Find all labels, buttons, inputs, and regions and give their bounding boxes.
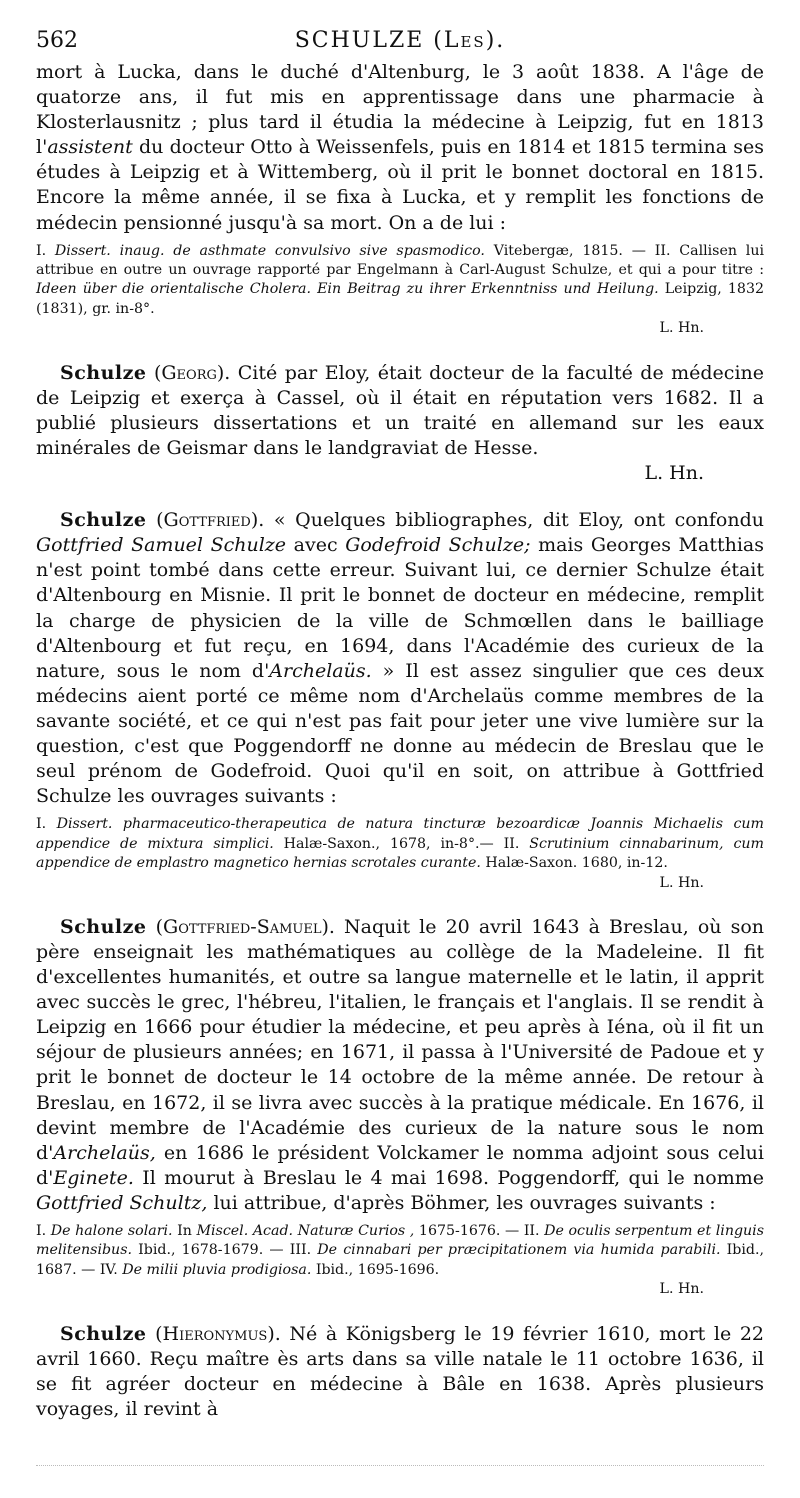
entry2-headword: Schulze <box>60 361 147 384</box>
running-head <box>36 28 764 53</box>
entry2-given-post: ). <box>216 361 231 384</box>
entry4-paragraph <box>36 915 764 1216</box>
entry4-i1: Archelaüs, <box>53 1141 156 1164</box>
entry4-fn-k: Ibid., 1695-1696. <box>311 1261 440 1278</box>
entry1-fn-c: Vitebergæ, 1815. — II. Callisen lui attribue en outre un ouvrage rapporté par Engelmann à Carl-August Schulze, et qui a pour titre : <box>36 242 765 279</box>
entry2-text: Cité par Eloy, était docteur de la faculté de médecine de Leipzig et exerça à Cassel, où il était en réputation vers 1682. Il a publié plusieurs dissertations et un traité en allemand sur les eaux minérales de Geismar dans le landgraviat de Hesse. <box>36 361 764 459</box>
entry1-works <box>36 242 764 339</box>
entry3-i2: Godefroid Schulze; <box>345 534 531 557</box>
page-body <box>36 60 764 1422</box>
entry-schulze-hieronymus <box>36 1322 764 1422</box>
entry3-i1: Gottfried Samuel Schulze <box>36 534 287 557</box>
entry1-text: mort à Lucka, dans le duché d'Altenburg, le 3 août 1838. A l'âge de quatorze ans, il fut mis en apprentissage dans une pharmacie à Klosterlausnitz ; plus tard il étudia la médecine à Leipzig, fut en 1813 l' <box>36 61 764 159</box>
entry3-fn-a: I. <box>36 816 57 833</box>
entry5-given-post: ). <box>267 1322 281 1345</box>
entry4-given-post: ). <box>321 915 335 938</box>
entry4-fn-f: De oculis serpentum et linguis melitensibus. <box>36 1223 764 1259</box>
entry1-text2: du docteur Otto à Weissenfels, puis en 1814 et 1815 termina ses études à Leipzig et à Wittemberg, où il prit le bonnet doctoral en 1815. Encore la même année, il se fixa à Lucka, et y remplit les fonctions de médecin pensionné jusqu'à sa mort. On a de lui : <box>36 136 764 234</box>
entry1-italic: assistent <box>47 136 133 159</box>
running-head-post: ). <box>485 28 506 53</box>
entry-schulze-georg <box>36 361 764 486</box>
entry3-fn-d: Scrutinium cinnabarinum, cum appendice de emplastro magnetico hernias scrotales curante. <box>36 835 764 872</box>
entry4-fn-h: De cinnabari per præcipitationem via humida parabili. <box>317 1242 721 1259</box>
entry4-t1: Naquit le 20 avril 1643 à Breslau, où son père enseignait les mathématiques au collège de la Madeleine. Il fit d'excellentes humanités, et outre sa langue maternelle et le latin, il apprit avec succès le grec, l'hébreu, l'italien, le français et l'anglais. Il se rendit à Leipzig en 1666 pour étudier la médecine, et peu après à Iéna, où il fit un séjour de plusieurs années; en 1671, il passa à l'Université de Padoue et y prit le bonnet de docteur le 14 octobre de la même année. De retour à Breslau, en 1672, il se livra avec succès à la pratique médicale. En 1676, il devint membre de l'Académie des curieux de la nature sous le nom d' <box>36 915 765 1164</box>
entry3-signature: L. Hn. <box>659 874 704 891</box>
entry4-given-name: Gottfried-Samuel <box>163 915 322 938</box>
entry4-t2: en 1686 le président Volckamer le nomma adjoint sous celui d' <box>36 1141 764 1189</box>
entry3-given-pre: ( <box>146 509 164 532</box>
entry4-fn-c: In <box>172 1223 197 1240</box>
entry4-fn-e: 1675-1676. — II. <box>414 1223 545 1240</box>
entry3-t2: avec <box>286 534 346 557</box>
entry1-fn-d: Ideen über die orientalische Cholera. Ein Beitrag zu ihrer Erkenntniss und Heilung. <box>36 281 659 298</box>
entry1-fn-b: Dissert. inaug. de asthmate convulsivo sive spasmodico. <box>54 242 485 259</box>
entry1-signature: L. Hn. <box>659 320 704 337</box>
entry3-works <box>36 815 764 893</box>
entry4-given-pre: ( <box>146 915 164 938</box>
entry4-fn-j: De milii pluvia prodigiosa. <box>122 1261 312 1278</box>
entry3-given-post: ). <box>250 509 265 532</box>
entry3-given-name: Gottfried <box>163 509 251 532</box>
entry3-paragraph <box>36 508 764 809</box>
entry4-i3: Gottfried Schultz, <box>36 1191 208 1214</box>
entry4-fn-i: Ibid., 1687. — IV. <box>36 1242 765 1278</box>
entry5-headword: Schulze <box>60 1322 147 1345</box>
page-number: 562 <box>36 28 78 53</box>
entry3-t4: » Il est assez singulier que ces deux médecins aient porté ce même nom d'Archelaüs comme membres de la savante société, et ce qui n'est pas fait pour jeter une vive lumière sur la question, c'est que Poggendorff ne donne au médecin de Breslau que le seul prénom de Godefroid. Quoi qu'il en soit, on attribue à Gottfried Schulze les ouvrages suivants : <box>36 659 764 808</box>
entry5-paragraph <box>36 1322 764 1422</box>
entry2-signature: L. Hn. <box>644 462 704 485</box>
entry3-i3: Archelaüs. <box>269 659 372 682</box>
entry2-given-pre: ( <box>146 361 162 384</box>
entry-schulze-gottfried-samuel <box>36 915 764 1300</box>
entry2-given-name: Georg <box>161 361 217 384</box>
entry1-fn-a: I. <box>36 242 55 259</box>
entry5-given-pre: ( <box>146 1322 163 1345</box>
entry2-paragraph <box>36 361 764 486</box>
entry4-works <box>36 1222 764 1300</box>
entry4-i2: Eginete. <box>53 1166 134 1189</box>
entry4-headword: Schulze <box>60 915 147 938</box>
entry3-fn-c: Halæ-Saxon., 1678, in-8°.— II. <box>273 835 530 852</box>
entry5-given-name: Hieronymus <box>162 1322 268 1345</box>
entry4-signature: L. Hn. <box>659 1281 704 1298</box>
page-footer-rule <box>36 1465 764 1466</box>
entry-schulze-gottfried <box>36 508 764 893</box>
running-head-sc: Les <box>443 28 486 53</box>
entry4-fn-g: Ibid., 1678-1679. — III. <box>132 1242 318 1259</box>
entry5-text: Né à Königsberg le 19 février 1610, mort le 22 avril 1660. Reçu maître ès arts dans sa ville natale le 11 octobre 1636, il se fit agréer docteur en médecine à Bâle en 1638. Après plusieurs voyages, il revint à <box>36 1322 764 1420</box>
entry3-fn-b: Dissert. pharmaceutico-therapeutica de natura tincturæ bezoardicæ Joannis Michaelis cum appendice de mixtura simplici. <box>36 816 764 852</box>
entry-continuation-text <box>36 60 764 236</box>
entry4-t3: Il mourut à Breslau le 4 mai 1698. Poggendorff, qui le nomme <box>133 1166 764 1189</box>
entry3-t3: mais Georges Matthias n'est point tombé dans cette erreur. Suivant lui, ce dernier Schulze était d'Altenbourg en Misnie. Il prit le bonnet de docteur en médecine, remplit la charge de physicien de la ville de Schmœllen dans le bailliage d'Altenbourg et fut reçu, en 1694, dans l'Académie des curieux de la nature, sous le nom d' <box>36 534 764 682</box>
entry4-fn-b: De halone solari. <box>50 1223 173 1240</box>
entry4-fn-a: I. <box>36 1223 51 1240</box>
entry1-fn-e: Leipzig, 1832 (1831), gr. in-8°. <box>36 281 764 317</box>
entry3-t1: « Quelques bibliographes, dit Eloy, ont confondu <box>264 509 764 532</box>
entry4-t4: lui attribue, d'après Böhmer, les ouvrages suivants : <box>207 1191 716 1214</box>
entry3-fn-e: Halæ-Saxon. 1680, in-12. <box>480 855 668 872</box>
running-head-pre: SCHULZE ( <box>294 28 444 53</box>
entry3-headword: Schulze <box>60 509 147 532</box>
page-header <box>36 28 764 62</box>
entry4-fn-d: Miscel. Acad. Naturæ Curios , <box>196 1223 415 1240</box>
